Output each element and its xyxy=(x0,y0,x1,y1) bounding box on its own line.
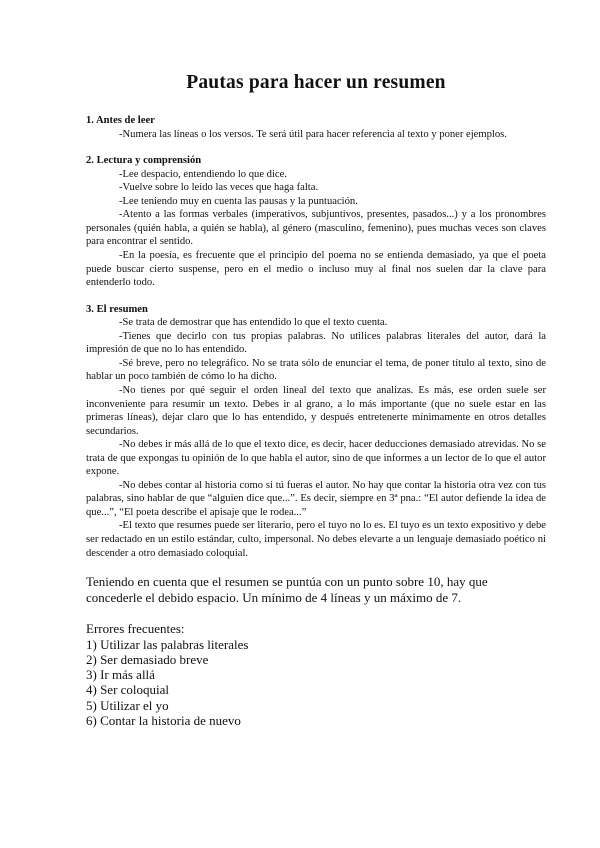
section-reading-comprehension xyxy=(86,154,546,290)
guideline-item: -Se trata de demostrar que has entendido lo que el texto cuenta. xyxy=(119,317,388,329)
errors-title: Errores frecuentes: xyxy=(86,621,185,637)
error-item: 4) Ser coloquial xyxy=(86,682,170,698)
section-heading: 2. Lectura y comprensión xyxy=(86,155,202,167)
guideline-item: -No debes contar al historia como si tú fueras el autor. No hay que contar la historia otra vez con tus palabras, sino hablar de que “alguien dice que...”. Es decir, siempre en 3ª pna.: “El autor defiende la idea de que...”, “El poeta describe el apisaje que le rodea...” xyxy=(86,479,546,518)
guideline-item: -Numera las líneas o los versos. Te será útil para hacer referencia al texto y poner ejemplos. xyxy=(119,128,507,140)
section-heading: 1. Antes de leer xyxy=(86,115,155,126)
guideline-item: -Tienes que decirlo con tus propias palabras. No utilices palabras literales del autor, dará la impresión de que no lo has entendido. xyxy=(86,330,546,356)
section-heading: 3. El resumen xyxy=(86,303,148,315)
guideline-item: -Lee despacio, entendiendo lo que dice. xyxy=(119,168,287,180)
section-summary xyxy=(86,303,546,560)
error-item: 1) Utilizar las palabras literales xyxy=(86,636,249,652)
section-before-reading xyxy=(86,114,546,141)
guideline-item: -Lee teniendo muy en cuenta las pausas y la puntuación. xyxy=(119,195,358,207)
guideline-item: -El texto que resumes puede ser literario, pero el tuyo no lo es. El tuyo es un texto expositivo y debe ser redactado en un estilo estándar, culto, impersonal. No debes elevarte a un lenguaje demasiado poético ni descender a otro demasiado coloquial. xyxy=(86,520,546,559)
guideline-item: -Vuelve sobre lo leído las veces que haga falta. xyxy=(119,182,319,194)
guideline-item: -No debes ir más allá de lo que el texto dice, es decir, hacer deducciones demasiado atrevidas. No se trata de que expongas tu opinión de lo que habla el autor, sino de que informes a un lector de lo que el autor expone. xyxy=(86,439,546,478)
frequent-errors xyxy=(86,621,546,728)
document-page xyxy=(86,72,546,728)
errors-list xyxy=(86,637,546,729)
guideline-item: -Sé breve, pero no telegráfico. No se trata sólo de enunciar el tema, de poner título al texto, sino de hablar un poco también de cómo lo ha dicho. xyxy=(86,357,546,383)
guideline-item: -En la poesía, es frecuente que el principio del poema no se entienda demasiado, ya que el poeta puede buscar cierto suspense, pero en el medio o incluso muy al final nos suelen dar la clave para entenderlo todo. xyxy=(86,250,546,289)
error-item: 6) Contar la historia de nuevo xyxy=(86,713,241,729)
guideline-item: -Atento a las formas verbales (imperativos, subjuntivos, presentes, pasados...) y a los pronombres personales (quién habla, a quién se habla), al género (masculino, femenino), pues muchas veces son claves para encontrar el sentido. xyxy=(86,209,546,248)
error-item: 2) Ser demasiado breve xyxy=(86,651,209,667)
error-item: 3) Ir más allá xyxy=(86,667,155,683)
scoring-note: Teniendo en cuenta que el resumen se puntúa con un punto sobre 10, hay que concederle el debido espacio. Un mínimo de 4 líneas y un máximo de 7. xyxy=(86,574,488,605)
error-item: 5) Utilizar el yo xyxy=(86,697,169,713)
guideline-item: -No tienes por qué seguir el orden lineal del texto que analizas. Es más, ese orden suele ser inconveniente para resumir un texto. Debes ir al grano, a lo más importante (que no suele estar en las primeras líneas), dejar claro que lo has entendido, y después entretenerte mínimamente en otros detalles secundarios. xyxy=(86,384,546,437)
document-title: Pautas para hacer un resumen xyxy=(186,72,446,93)
